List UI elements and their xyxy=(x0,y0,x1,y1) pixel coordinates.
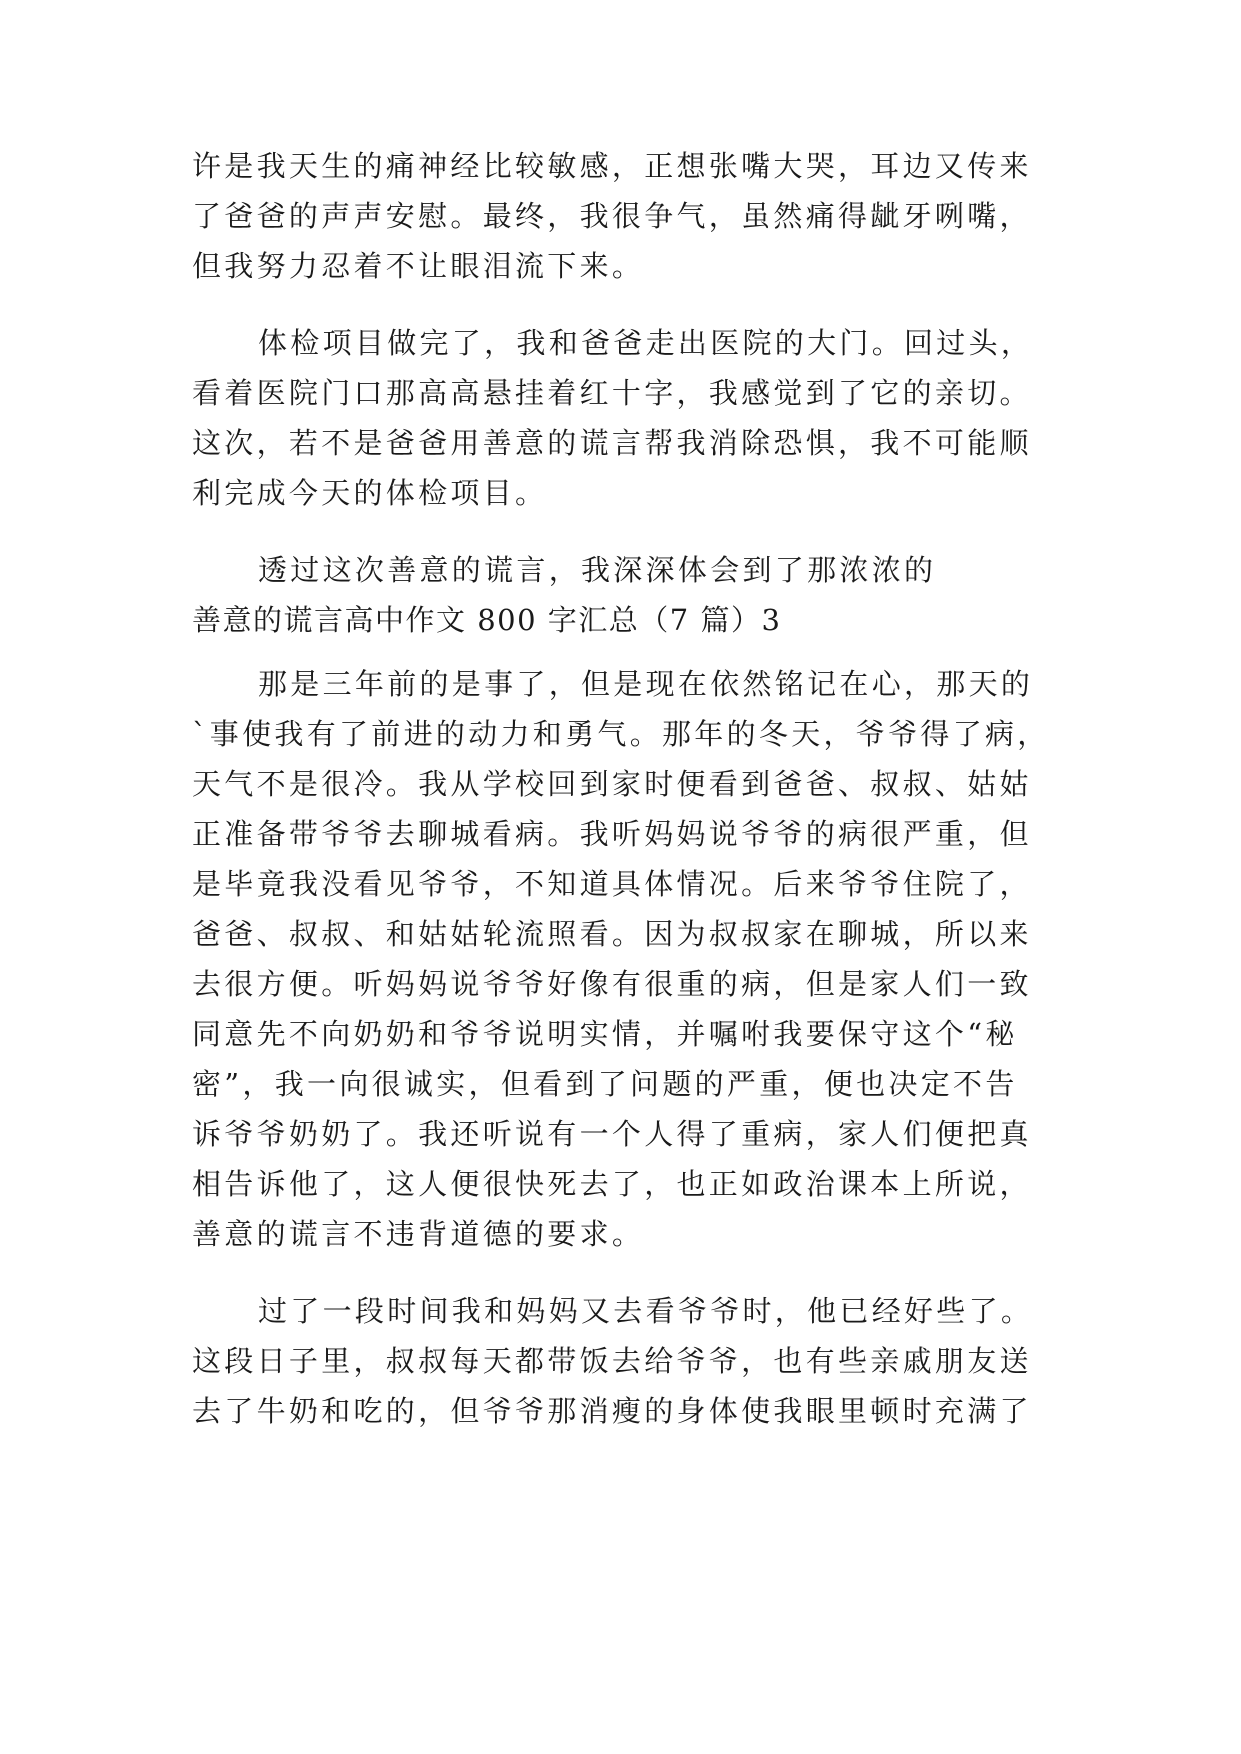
paragraph-start-line: 体检项目做完了，我和爸爸走出医院的大门。回过头， xyxy=(258,326,1034,360)
text-line: 看着医院门口那高高悬挂着红十字，我感觉到了它的亲切。 xyxy=(192,376,1032,410)
text-line: 爸爸、叔叔、和姑姑轮流照看。因为叔叔家在聊城，所以来 xyxy=(192,917,1032,951)
section-heading: 善意的谎言高中作文 800 字汇总（7 篇）3 xyxy=(192,603,782,637)
text-line: 这次，若不是爸爸用善意的谎言帮我消除恐惧，我不可能顺 xyxy=(192,426,1032,460)
text-line: 同意先不向奶奶和爷爷说明实情，并嘱咐我要保守这个“秘 xyxy=(192,1017,1018,1051)
text-line: 诉爷爷奶奶了。我还听说有一个人得了重病，家人们便把真 xyxy=(192,1117,1032,1151)
text-line: 正准备带爷爷去聊城看病。我听妈妈说爷爷的病很严重，但 xyxy=(192,817,1032,851)
text-line: 相告诉他了，这人便很快死去了，也正如政治课本上所说， xyxy=(192,1167,1032,1201)
text-line: 天气不是很冷。我从学校回到家时便看到爸爸、叔叔、姑姑 xyxy=(192,767,1032,801)
text-line: 去了牛奶和吃的，但爷爷那消瘦的身体使我眼里顿时充满了 xyxy=(192,1394,1032,1428)
text-line: 这段日子里，叔叔每天都带饭去给爷爷，也有些亲戚朋友送 xyxy=(192,1344,1032,1378)
text-line: 许是我天生的痛神经比较敏感，正想张嘴大哭，耳边又传来 xyxy=(192,149,1032,183)
text-line: 利完成今天的体检项目。 xyxy=(192,476,548,510)
text-line: `事使我有了前进的动力和勇气。那年的冬天，爷爷得了病， xyxy=(192,717,1050,751)
text-line: 但我努力忍着不让眼泪流下来。 xyxy=(192,249,645,283)
text-line: 是毕竟我没看见爷爷，不知道具体情况。后来爷爷住院了， xyxy=(192,867,1032,901)
paragraph-start-line: 过了一段时间我和妈妈又去看爷爷时，他已经好些了。 xyxy=(258,1294,1034,1328)
text-line: 了爸爸的声声安慰。最终，我很争气，虽然痛得龇牙咧嘴， xyxy=(192,199,1032,233)
text-line: 去很方便。听妈妈说爷爷好像有很重的病，但是家人们一致 xyxy=(192,967,1032,1001)
paragraph-start-line: 那是三年前的是事了，但是现在依然铭记在心，那天的 xyxy=(258,667,1034,701)
paragraph-start-line: 透过这次善意的谎言，我深深体会到了那浓浓的 xyxy=(258,553,937,587)
text-line: 密”，我一向很诚实，但看到了问题的严重，便也决定不告 xyxy=(192,1067,1018,1101)
text-line: 善意的谎言不违背道德的要求。 xyxy=(192,1217,645,1251)
